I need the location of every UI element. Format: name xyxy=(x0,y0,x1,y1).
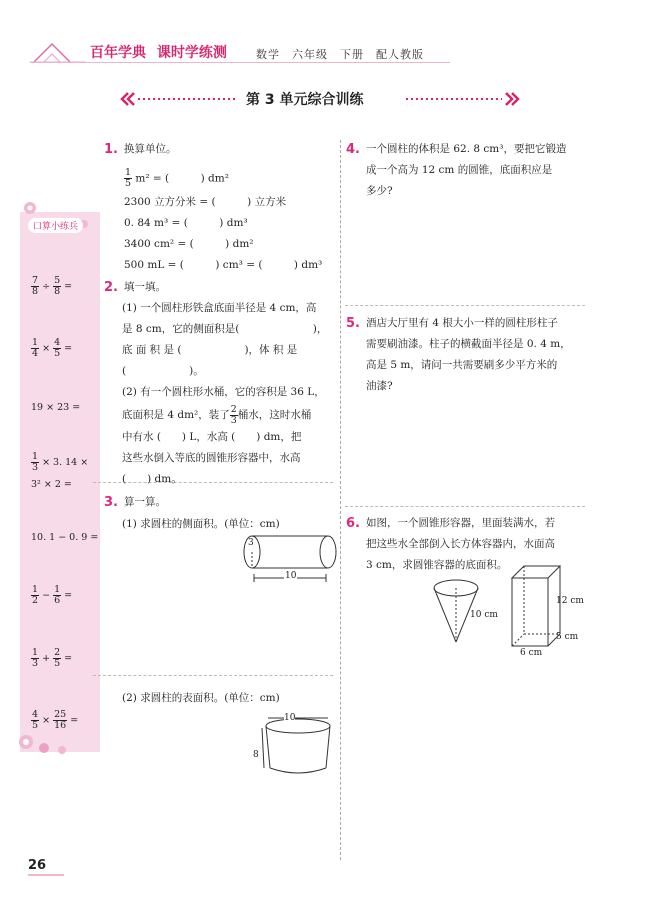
fraction: $\frac{25}{16}$ xyxy=(54,709,67,731)
cuboid-height-label: 12 cm xyxy=(556,596,584,606)
q1-line-4: 3400 cm² = ( ) dm² xyxy=(124,238,254,250)
fraction: $\frac{1}{6}$ xyxy=(54,584,61,606)
q3-sub-2: (2) 求圆柱的表面积。(单位：cm) xyxy=(122,692,280,704)
question-title: 算一算。 xyxy=(124,496,166,508)
question-title: 填一填。 xyxy=(124,281,166,293)
question-title: 换算单位。 xyxy=(124,143,177,155)
sidebar-item-4: $\frac{1}{3}$ × 3. 14 × 3² × 2 = xyxy=(31,451,89,490)
fraction: $\frac{1}{5}$ xyxy=(125,167,132,189)
column-divider xyxy=(340,140,341,860)
cylinder-height-label: 3 xyxy=(248,538,254,548)
question-number: 3. xyxy=(104,495,118,510)
sidebar-item-7: $\frac{1}{3}$ + $\frac{2}{5}$ = xyxy=(32,647,73,669)
q1-line-5: 500 mL = ( ) cm³ = ( ) dm³ xyxy=(124,259,323,271)
q1-line-1: $\frac{1}{5}$ m² = ( ) dm² xyxy=(125,167,229,189)
q1-line-2: 2300 立方分米 = ( ) 立方米 xyxy=(124,196,287,208)
fraction: $\frac{1}{3}$ xyxy=(32,451,39,473)
section-divider xyxy=(93,675,333,676)
double-chevron-right-icon xyxy=(404,92,520,106)
question-number: 4. xyxy=(346,142,360,157)
cylinder-length-label: 10 xyxy=(285,571,297,581)
sidebar-item-6: $\frac{1}{2}$ − $\frac{1}{6}$ = xyxy=(32,584,73,606)
double-chevron-left-icon xyxy=(120,92,240,106)
sidebar-item-8: $\frac{4}{5}$ × $\frac{25}{16}$ = xyxy=(32,709,79,731)
sidebar-item-5: 10. 1 − 0. 9 = xyxy=(31,532,99,543)
cylinder-height-label: 8 xyxy=(253,750,259,760)
fraction: $\frac{7}{8}$ xyxy=(32,275,39,297)
cylinder-upright-diagram xyxy=(258,712,338,782)
fraction: $\frac{2}{3}$ xyxy=(230,403,237,426)
page-number-underline xyxy=(28,874,64,876)
section-divider xyxy=(345,506,585,507)
header-brand xyxy=(90,42,227,62)
sidebar-item-3: 19 × 23 = xyxy=(31,402,81,413)
q1-line-3: 0. 84 m³ = ( ) dm³ xyxy=(124,217,248,229)
question-number: 5. xyxy=(346,316,360,331)
section-divider xyxy=(345,305,585,306)
header-rule xyxy=(30,62,450,63)
q2-part-1: (1) 一个圆柱形铁盒底面半径是 4 cm，高 是 8 cm，它的侧面积是( )， 底 面 积 是 ( )，体 积 是 ( )。 xyxy=(122,302,328,377)
sidebar-item-1: $\frac{7}{8}$ ÷ $\frac{5}{8}$ = xyxy=(32,275,73,297)
sidebar-panel xyxy=(20,232,100,752)
fraction: $\frac{1}{2}$ xyxy=(32,584,39,606)
q6-text: 如图，一个圆锥形容器，里面装满水，若 把这些水全部倒入长方体容器内，水面高 3 cm，求圆锥容器的底面积。 xyxy=(366,517,555,571)
fraction: $\frac{4}{5}$ xyxy=(54,337,61,359)
q3-sub-1: (1) 求圆柱的侧面积。(单位：cm) xyxy=(122,518,280,530)
q4-text: 一个圆柱的体积是 62. 8 cm³，要把它锻造 成一个高为 12 cm 的圆锥，底面积应是 多少? xyxy=(366,143,567,197)
cone-height-label: 10 cm xyxy=(470,610,498,620)
unit-title-bar xyxy=(120,88,520,110)
sidebar-title: 口算小练兵 xyxy=(28,218,83,233)
cylinder-diameter-label: 10 xyxy=(284,713,296,723)
cuboid-length-label: 6 cm xyxy=(520,648,543,658)
question-number: 6. xyxy=(346,516,360,531)
fraction: $\frac{2}{5}$ xyxy=(54,647,61,669)
fraction: $\frac{1}{3}$ xyxy=(32,647,39,669)
header-subtitle: 数学 六年级 下册 配人教版 xyxy=(256,48,424,61)
question-number: 2. xyxy=(104,280,118,295)
fraction: $\frac{1}{4}$ xyxy=(32,337,39,359)
sidebar-flower-decoration-icon xyxy=(14,728,94,758)
q5-text: 酒店大厅里有 4 根大小一样的圆柱形柱子 需要刷油漆。柱子的横截面半径是 0. 4 m， 高是 5 m，请问一共需要刷多少平方米的 油漆? xyxy=(366,317,571,392)
unit-title: 第 3 单元综合训练 xyxy=(246,92,364,108)
question-number: 1. xyxy=(104,142,118,157)
sidebar-item-2: $\frac{1}{4}$ × $\frac{4}{5}$ = xyxy=(32,337,73,359)
cuboid-width-label: 5 cm xyxy=(556,632,579,642)
fraction: $\frac{5}{8}$ xyxy=(54,275,61,297)
fraction: $\frac{4}{5}$ xyxy=(32,709,39,731)
brand-name: 百年学典 xyxy=(90,45,146,61)
page-number: 26 xyxy=(28,858,47,873)
q2-part-2: (2) 有一个圆柱形水桶，它的容积是 36 L， 底面积是 4 dm²，装了 $\frac{2}{3}$ 桶水，这时水桶 中有水 ( ) L，水高 ( ) dm，把 这些水倒入等底的圆锥形容器中，水高 ( ) dm。 xyxy=(122,386,325,485)
series-name: 课时学练测 xyxy=(156,45,227,61)
